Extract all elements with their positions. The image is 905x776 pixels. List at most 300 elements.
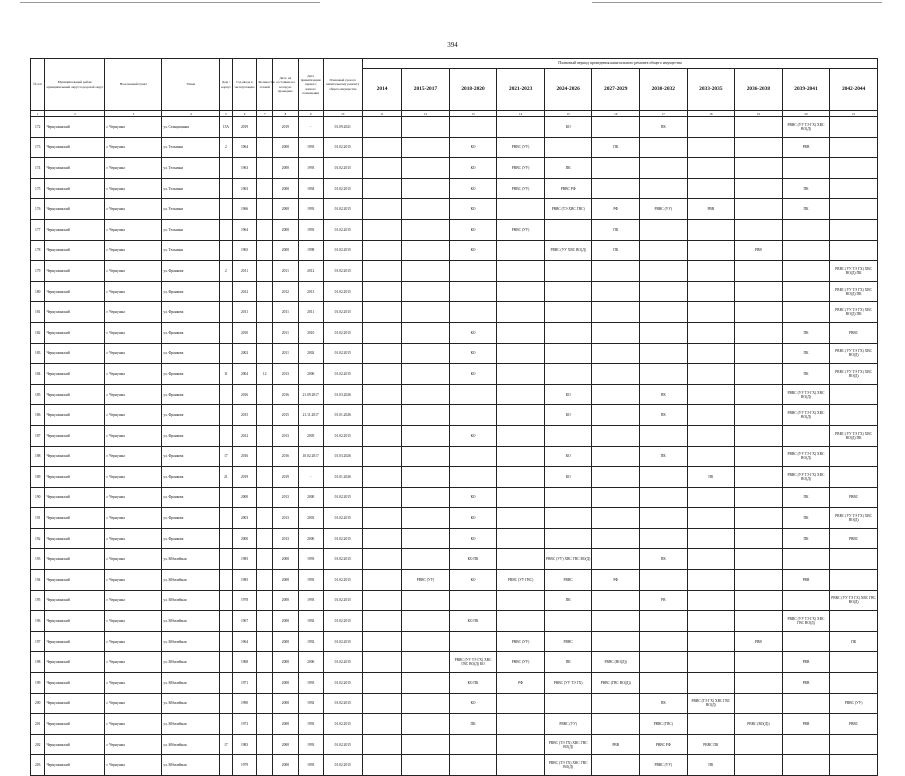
table-cell: 2013 — [272, 425, 298, 446]
table-cell: 2000 — [232, 528, 257, 549]
table-cell: 01.02.2015 — [323, 487, 362, 508]
table-cell: 2011 — [232, 302, 257, 323]
table-cell: 195 — [31, 590, 45, 611]
table-cell: ПК — [782, 343, 830, 364]
table-cell — [220, 158, 232, 179]
table-cell: 176 — [31, 199, 45, 220]
table-cell — [544, 508, 592, 529]
table-cell: 183 — [31, 343, 45, 364]
table-cell — [362, 343, 401, 364]
table-cell: г. Чернушка — [105, 446, 162, 467]
table-cell — [592, 446, 640, 467]
table-cell — [687, 240, 735, 261]
table-cell — [640, 261, 688, 282]
table-cell: 01.02.2015 — [323, 199, 362, 220]
table-cell: Чернушинский — [45, 117, 105, 138]
table-cell: 199 — [31, 673, 45, 694]
table-cell: РВВС (ГВС) — [640, 714, 688, 735]
table-cell: 2002 — [298, 343, 323, 364]
table-cell — [497, 611, 545, 632]
table-cell — [449, 446, 497, 467]
table-cell: РВВС (УУ) — [497, 631, 545, 652]
table-row — [31, 343, 878, 364]
table-cell — [592, 384, 640, 405]
table-cell: ул. Юбилейная — [162, 755, 220, 776]
table-cell — [402, 219, 450, 240]
table-cell — [220, 652, 232, 673]
table-cell: РФ — [592, 570, 640, 591]
table-cell: г. Чернушка — [105, 261, 162, 282]
table-cell — [220, 570, 232, 591]
table-cell: 01.02.2015 — [323, 178, 362, 199]
table-cell: 172 — [31, 117, 45, 138]
table-cell: - — [298, 467, 323, 488]
table-cell: 2011 — [272, 261, 298, 282]
table-cell: 01.02.2015 — [323, 549, 362, 570]
column-number: 3 — [105, 111, 162, 117]
table-row — [31, 364, 878, 385]
table-cell: 1998 — [298, 240, 323, 261]
table-cell: 01.02.2015 — [323, 755, 362, 776]
table-cell: 2013 — [272, 487, 298, 508]
table-cell: 01.02.2015 — [323, 652, 362, 673]
column-number: 19 — [735, 111, 783, 117]
table-cell — [257, 734, 273, 755]
table-cell: г. Чернушка — [105, 714, 162, 735]
table-cell: 2008 — [272, 158, 298, 179]
table-cell: 185 — [31, 384, 45, 405]
table-cell: г. Чернушка — [105, 158, 162, 179]
table-cell: 1965 — [232, 240, 257, 261]
table-cell — [257, 549, 273, 570]
table-cell — [687, 302, 735, 323]
table-row — [31, 446, 878, 467]
table-cell — [402, 384, 450, 405]
table-cell: г. Чернушка — [105, 384, 162, 405]
table-cell: 1967 — [232, 611, 257, 632]
table-row — [31, 261, 878, 282]
table-cell: 179 — [31, 261, 45, 282]
table-cell — [497, 281, 545, 302]
table-cell: Чернушинский — [45, 487, 105, 508]
table-cell: Чернушинский — [45, 343, 105, 364]
table-cell — [640, 281, 688, 302]
table-cell — [830, 117, 878, 138]
table-cell: РВВС (УУ ТЭ ГХ) — [544, 673, 592, 694]
table-cell: 21 — [220, 467, 232, 488]
table-cell: 2008 — [272, 755, 298, 776]
table-cell: - — [298, 117, 323, 138]
header-street: Улица — [162, 59, 220, 111]
table-cell: ул. Юбилейная — [162, 611, 220, 632]
table-cell: РВВС (ТЭ ГХ) ХВС ГВС ВО(Д) — [687, 693, 735, 714]
table-cell: РВВ — [782, 673, 830, 694]
column-number: 21 — [830, 111, 878, 117]
table-cell — [592, 508, 640, 529]
table-cell: 2013 — [298, 281, 323, 302]
table-cell: ул. Юбилейная — [162, 570, 220, 591]
table-cell — [220, 549, 232, 570]
column-number: 4 — [162, 111, 220, 117]
table-row — [31, 528, 878, 549]
table-cell: РВВ — [782, 714, 830, 735]
table-cell — [782, 281, 830, 302]
table-cell — [830, 384, 878, 405]
table-cell: РВВС (УУ ТЭ ГХ) ХВС ВО(Д) — [830, 343, 878, 364]
table-cell — [257, 158, 273, 179]
table-cell — [497, 302, 545, 323]
table-cell — [592, 590, 640, 611]
table-cell — [257, 425, 273, 446]
table-cell: 2008 — [272, 714, 298, 735]
table-cell: КО — [449, 693, 497, 714]
table-cell: 2008 — [272, 178, 298, 199]
table-cell: 2006 — [298, 652, 323, 673]
column-number: 8 — [272, 111, 298, 117]
table-cell — [830, 652, 878, 673]
table-cell: 186 — [31, 405, 45, 426]
table-cell — [402, 425, 450, 446]
table-cell: ПК — [782, 528, 830, 549]
table-cell: ПК — [592, 240, 640, 261]
table-cell: КО — [449, 343, 497, 364]
table-row — [31, 137, 878, 158]
table-cell: ПК — [782, 178, 830, 199]
table-cell: 2013 — [272, 528, 298, 549]
table-cell: ул. Франкова — [162, 364, 220, 385]
table-row — [31, 508, 878, 529]
table-cell: 01.02.2015 — [323, 528, 362, 549]
table-cell: 1994 — [298, 178, 323, 199]
table-cell — [257, 178, 273, 199]
table-cell: 193 — [31, 549, 45, 570]
table-cell: 01.02.2015 — [323, 158, 362, 179]
table-cell: Чернушинский — [45, 570, 105, 591]
table-cell: РВВС (УУ ТЭ ГХ) ХВС ВО(Д) — [782, 117, 830, 138]
table-cell — [687, 261, 735, 282]
header-year: 2018-2020 — [449, 69, 497, 111]
table-cell — [362, 199, 401, 220]
header-year: 2015-2017 — [402, 69, 450, 111]
table-cell — [544, 219, 592, 240]
table-cell: ул. Тельмана — [162, 158, 220, 179]
table-cell: РВВС — [544, 631, 592, 652]
table-cell: Чернушинский — [45, 734, 105, 755]
page-number: 394 — [447, 41, 458, 49]
table-cell — [362, 405, 401, 426]
table-cell — [640, 137, 688, 158]
table-cell: Чернушинский — [45, 673, 105, 694]
table-cell: 2008 — [272, 199, 298, 220]
table-cell: 2000 — [298, 528, 323, 549]
header-year: 2042-2044 — [830, 69, 878, 111]
table-cell — [640, 302, 688, 323]
table-cell — [362, 178, 401, 199]
table-cell: ПК — [640, 549, 688, 570]
table-cell — [402, 302, 450, 323]
table-cell — [362, 508, 401, 529]
table-cell: 1993 — [298, 590, 323, 611]
table-cell: г. Чернушка — [105, 281, 162, 302]
table-cell: РВВС (УУ) — [497, 158, 545, 179]
table-cell: 173 — [31, 137, 45, 158]
table-cell — [735, 549, 783, 570]
table-cell — [257, 652, 273, 673]
table-cell — [592, 364, 640, 385]
table-cell: 17 — [220, 446, 232, 467]
table-cell — [362, 467, 401, 488]
table-cell — [362, 652, 401, 673]
table-cell: ПК — [830, 631, 878, 652]
table-cell: 17 — [220, 734, 232, 755]
table-cell: РВВС (УУ) — [830, 693, 878, 714]
table-row — [31, 631, 878, 652]
table-cell: 2008 — [272, 734, 298, 755]
table-cell — [592, 405, 640, 426]
table-cell — [362, 158, 401, 179]
table-cell — [687, 631, 735, 652]
table-cell — [362, 117, 401, 138]
table-cell — [735, 446, 783, 467]
table-cell: КО — [544, 384, 592, 405]
table-cell — [687, 487, 735, 508]
table-cell — [735, 734, 783, 755]
table-cell: КО — [449, 570, 497, 591]
table-cell: Чернушинский — [45, 261, 105, 282]
table-cell: 2015 — [272, 405, 298, 426]
table-cell: 21.11.2017 — [298, 405, 323, 426]
table-cell: РВВС — [830, 714, 878, 735]
table-cell — [830, 673, 878, 694]
table-cell — [497, 528, 545, 549]
table-cell — [640, 322, 688, 343]
table-cell — [220, 590, 232, 611]
header-survey-date: Дата, на состояние на которую проведено — [272, 59, 298, 111]
table-cell: 01.02.2015 — [323, 240, 362, 261]
table-cell: РВВС — [830, 487, 878, 508]
header-year: 2024-2026 — [544, 69, 592, 111]
table-cell: ул. Юбилейная — [162, 631, 220, 652]
column-number: 11 — [362, 111, 401, 117]
table-cell — [592, 467, 640, 488]
table-cell — [544, 302, 592, 323]
table-cell: РВВ — [735, 240, 783, 261]
table-cell: Чернушинский — [45, 178, 105, 199]
table-cell — [782, 693, 830, 714]
table-cell — [362, 734, 401, 755]
table-cell — [220, 240, 232, 261]
table-cell: РВВС (УУ) — [497, 219, 545, 240]
table-cell — [362, 755, 401, 776]
table-cell: РВВ — [782, 570, 830, 591]
table-cell — [687, 673, 735, 694]
table-cell — [257, 117, 273, 138]
table-cell: ул. Франкова — [162, 508, 220, 529]
table-cell — [830, 446, 878, 467]
table-cell: 2012 — [298, 261, 323, 282]
table-cell: РВВС (УУ) — [497, 137, 545, 158]
table-cell: 1993 — [298, 755, 323, 776]
table-cell: 1993 — [298, 219, 323, 240]
table-cell: 2005 — [298, 425, 323, 446]
table-cell — [592, 117, 640, 138]
table-cell — [402, 281, 450, 302]
table-cell — [497, 343, 545, 364]
table-cell — [362, 611, 401, 632]
table-cell — [735, 322, 783, 343]
table-cell — [544, 693, 592, 714]
table-cell: РВ — [640, 590, 688, 611]
table-cell — [640, 219, 688, 240]
table-cell — [449, 384, 497, 405]
table-cell: КО — [449, 137, 497, 158]
table-cell — [497, 467, 545, 488]
table-cell — [257, 467, 273, 488]
table-cell: Чернушинский — [45, 549, 105, 570]
table-cell: 192 — [31, 528, 45, 549]
table-cell: 2008 — [272, 137, 298, 158]
table-cell — [544, 611, 592, 632]
table-cell: РВВС (УУ ТЭ ГХ) ХВС ГВС ВО(Д) КО — [449, 652, 497, 673]
table-cell — [735, 199, 783, 220]
table-cell: г. Чернушка — [105, 302, 162, 323]
table-cell: 196 — [31, 611, 45, 632]
table-cell: ПК — [782, 487, 830, 508]
table-cell: КО — [449, 199, 497, 220]
table-cell — [257, 281, 273, 302]
table-cell: 12 — [257, 364, 273, 385]
table-cell — [830, 158, 878, 179]
table-cell: ул. Франкова — [162, 343, 220, 364]
table-row — [31, 693, 878, 714]
table-cell — [592, 714, 640, 735]
table-cell — [735, 590, 783, 611]
table-cell — [220, 405, 232, 426]
table-cell: Чернушинский — [45, 322, 105, 343]
table-cell: 2008 — [272, 652, 298, 673]
header-num: № п/п — [31, 59, 45, 111]
table-cell — [220, 528, 232, 549]
table-cell — [735, 693, 783, 714]
table-cell: 174 — [31, 158, 45, 179]
table-cell: 2012 — [232, 425, 257, 446]
table-cell: Чернушинский — [45, 281, 105, 302]
table-cell — [402, 673, 450, 694]
table-cell: г. Чернушка — [105, 487, 162, 508]
table-cell — [497, 405, 545, 426]
table-cell: РВВС (УУ ТЭ ГХ) ХВС ВО(Д) ПК — [830, 425, 878, 446]
table-cell: г. Чернушка — [105, 405, 162, 426]
table-cell — [592, 487, 640, 508]
table-cell: 2011 — [298, 302, 323, 323]
table-cell — [735, 467, 783, 488]
table-cell — [687, 611, 735, 632]
table-cell — [257, 446, 273, 467]
table-cell: ПК — [544, 590, 592, 611]
table-row — [31, 219, 878, 240]
table-cell — [257, 405, 273, 426]
table-cell — [544, 322, 592, 343]
table-cell — [735, 302, 783, 323]
table-cell — [735, 117, 783, 138]
table-cell — [220, 714, 232, 735]
table-cell — [640, 631, 688, 652]
table-cell: 01.01.2026 — [323, 467, 362, 488]
table-cell: 181 — [31, 302, 45, 323]
table-cell — [449, 302, 497, 323]
header-privatization-date: Дата приватизации первого жилого помещения — [298, 59, 323, 111]
table-row — [31, 158, 878, 179]
table-cell: РВВ — [687, 199, 735, 220]
table-cell — [402, 467, 450, 488]
table-cell: 01.02.2015 — [323, 673, 362, 694]
table-row — [31, 117, 878, 138]
table-cell: РВВС (УУ ТЭ ГХ) ХВС ГВС ВО(Д) — [830, 590, 878, 611]
table-cell — [592, 281, 640, 302]
table-cell — [640, 570, 688, 591]
table-cell: 2011 — [272, 343, 298, 364]
table-cell: КО — [449, 425, 497, 446]
table-cell: ул. Юбилейная — [162, 549, 220, 570]
table-cell: 1985 — [232, 549, 257, 570]
column-number: 12 — [402, 111, 450, 117]
table-cell — [544, 364, 592, 385]
table-cell: 01.09.2021 — [323, 117, 362, 138]
column-number: 14 — [497, 111, 545, 117]
table-cell — [402, 137, 450, 158]
table-cell — [640, 528, 688, 549]
table-cell: ул. Юбилейная — [162, 714, 220, 735]
table-cell: г. Чернушка — [105, 590, 162, 611]
table-cell — [362, 364, 401, 385]
table-cell: РВВС (УУ ТЭ ГХ) ХВС ВО(Д) — [830, 508, 878, 529]
table-cell: 1993 — [298, 570, 323, 591]
column-number: 20 — [782, 111, 830, 117]
table-cell: г. Чернушка — [105, 219, 162, 240]
table-cell — [782, 590, 830, 611]
table-cell — [362, 693, 401, 714]
table-cell — [735, 178, 783, 199]
table-cell — [362, 673, 401, 694]
table-cell: КО — [449, 240, 497, 261]
table-cell — [402, 322, 450, 343]
table-cell: г. Чернушка — [105, 673, 162, 694]
table-cell: КО ПК — [449, 549, 497, 570]
table-cell — [640, 611, 688, 632]
table-cell: ул. Юбилейная — [162, 652, 220, 673]
table-cell — [257, 261, 273, 282]
table-cell: Чернушинский — [45, 158, 105, 179]
table-cell: РФ — [592, 199, 640, 220]
table-cell: 202 — [31, 734, 45, 755]
table-cell — [220, 322, 232, 343]
table-cell — [592, 178, 640, 199]
table-cell — [640, 467, 688, 488]
table-cell — [257, 219, 273, 240]
table-cell: ул. Юбилейная — [162, 734, 220, 755]
table-cell — [402, 199, 450, 220]
table-cell: 1983 — [232, 734, 257, 755]
table-cell: 01.02.2015 — [323, 570, 362, 591]
table-cell — [782, 261, 830, 282]
table-row — [31, 652, 878, 673]
table-cell: ул. Тельмана — [162, 199, 220, 220]
table-cell: 1963 — [232, 158, 257, 179]
table-cell: 2008 — [272, 570, 298, 591]
table-cell — [220, 199, 232, 220]
table-row — [31, 714, 878, 735]
table-cell: РВВС РФ — [544, 178, 592, 199]
